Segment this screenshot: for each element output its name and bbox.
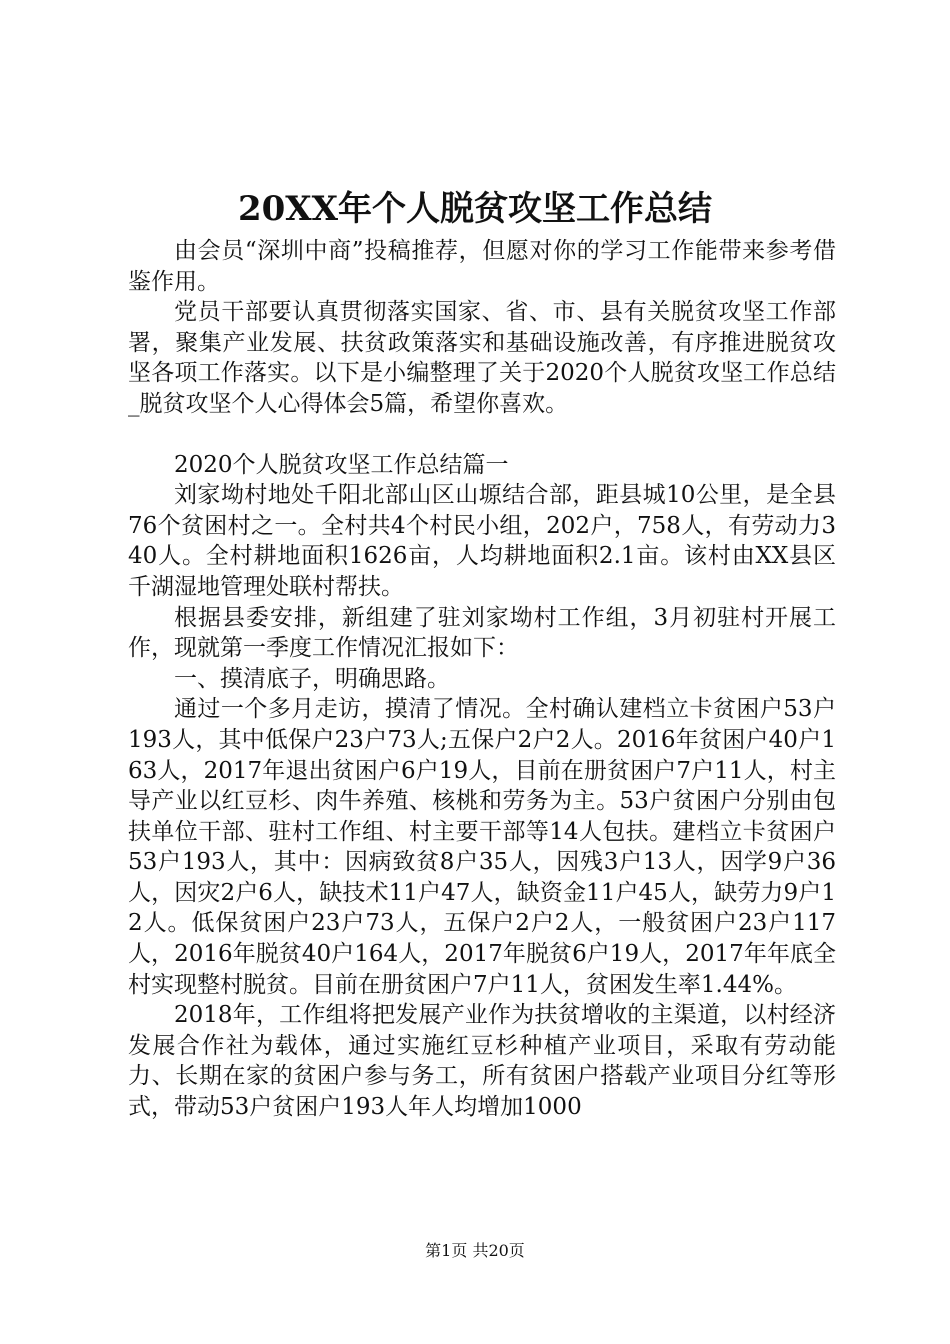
paragraph-survey-details: 通过一个多月走访，摸清了情况。全村确认建档立卡贫困户53户193人，其中低保户23户73人;五保户2户2人。2016年贫困户40户163人，2017年退出贫困户6户19人，目前在册贫困户7户11人，村主导产业以红豆杉、肉牛养殖、核桃和劳务为主。53户贫困户分别由包扶单位干部、驻村工作组、村主要干部等14人包扶。建档立卡贫困户53户193人，其中：因病致贫8户35人，因残3户13人，因学9户36人，因灾2户6人，缺技术11户47人，缺资金11户45人，缺劳力9户12人。低保贫困户23户73人，五保户2户2人，一般贫困户23户117人，2016年脱贫40户164人，2017年脱贫6户19人，2017年年底全村实现整村脱贫。目前在册贫困户7户11人，贫困发生率1.44%。 [128,696,836,998]
document-title: 20XX年个人脱贫攻坚工作总结 [237,189,713,229]
paragraph-summary: 党员干部要认真贯彻落实国家、省、市、县有关脱贫攻坚工作部署，聚集产业发展、扶贫政策落实和基础设施改善，有序推进脱贫攻坚各项工作落实。以下是小编整理了关于2020个人脱贫攻坚工作总结_脱贫攻坚个人心得体会5篇，希望你喜欢。 [128,299,836,417]
paragraph-work-arrangement: 根据县委安排，新组建了驻刘家坳村工作组，3月初驻村开展工作，现就第一季度工作情况汇报如下： [128,604,836,662]
paragraph-intro: 由会员“深圳中商”投稿推荐，但愿对你的学习工作能带来参考借鉴作用。 [128,238,836,295]
subheading-one: 一、摸清底子，明确思路。 [174,665,450,692]
paragraph-village-overview: 刘家坳村地处千阳北部山区山塬结合部，距县城10公里，是全县76个贫困村之一。全村共4个村民小组，202户，758人，有劳动力340人。全村耕地面积1626亩，人均耕地面积2.1亩。该村由XX县区千湖湿地管理处联村帮扶。 [128,482,836,600]
page-footer: 第1页 共20页 [425,1241,525,1260]
document-body [128,236,836,1123]
paragraph-2018-plan: 2018年，工作组将把发展产业作为扶贫增收的主渠道，以村经济发展合作社为载体，通过实施红豆杉种植产业项目，采取有劳动能力、长期在家的贫困户参与务工，所有贫困户搭载产业项目分红等形式，带动53户贫困户193人年人均增加1000 [128,1002,836,1121]
section-heading: 2020个人脱贫攻坚工作总结篇一 [174,451,509,478]
